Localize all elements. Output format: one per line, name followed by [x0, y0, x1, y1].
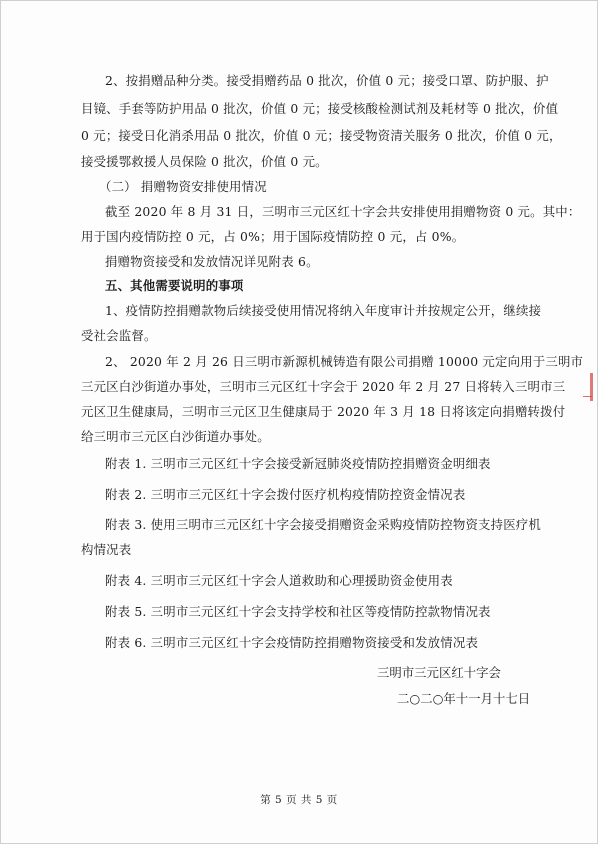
attachment-item-continuation: 构情况表	[81, 542, 132, 557]
paragraph-line: 给三明市三元区白沙街道办事处。	[81, 429, 270, 444]
attachment-item: 附表 1. 三明市三元区红十字会接受新冠肺炎疫情防控捐赠资金明细表	[105, 456, 491, 471]
section-subheading: （二） 捐赠物资安排使用情况	[99, 179, 267, 194]
section-heading: 五、其他需要说明的事项	[105, 278, 244, 293]
attachment-item: 附表 3. 使用三明市三元区红十字会接受捐赠资金采购疫情防控物资支持医疗机	[105, 517, 541, 532]
paragraph-line: 受社会监督。	[81, 328, 157, 343]
page-footer: 第 5 页 共 5 页	[260, 794, 338, 806]
attachment-item: 附表 5. 三明市三元区红十字会支持学校和社区等疫情防控款物情况表	[105, 604, 491, 619]
attachment-item: 附表 2. 三明市三元区红十字会拨付医疗机构疫情防控资金情况表	[105, 487, 466, 502]
paragraph-line: 三元区白沙街道办事处，三明市三元区红十字会于 2020 年 2 月 27 日将转入三明市三	[81, 379, 566, 394]
paragraph-line: 1、疫情防控捐赠款物后续接受使用情况将纳入年度审计并按规定公开，继续接	[105, 303, 542, 318]
paragraph-line: 捐赠物资接受和发放情况详见附表 6。	[105, 254, 319, 269]
paragraph-line: 截至 2020 年 8 月 31 日，三明市三元区红十字会共安排使用捐赠物资 0 元。其中：	[105, 204, 581, 219]
paragraph-line: 0 元；接受日化消杀用品 0 批次，价值 0 元；接受物资清关服务 0 批次，价值 0 元，	[81, 128, 562, 143]
attachment-item: 附表 4. 三明市三元区红十字会人道救助和心理援助资金使用表	[105, 573, 453, 588]
attachment-item: 附表 6. 三明市三元区红十字会疫情防控捐赠物资接受和发放情况表	[105, 635, 479, 650]
paragraph-line: 元区卫生健康局，三明市三元区卫生健康局于 2020 年 3 月 18 日将该定向捐赠转拨付	[81, 404, 566, 419]
signature-date: 二○二○年十一月十七日	[397, 691, 531, 706]
paragraph-line: 接受援鄂救援人员保险 0 批次，价值 0 元。	[81, 154, 328, 169]
signature-organization: 三明市三元区红十字会	[377, 665, 501, 680]
paragraph-line: 用于国内疫情防控 0 元，占 0%；用于国际疫情防控 0 元，占 0%。	[81, 229, 465, 244]
paragraph-line: 目镜、手套等防护用品 0 批次，价值 0 元；接受核酸检测试剂及耗材等 0 批次，价值	[81, 101, 559, 116]
paragraph-line: 2、按捐赠品种分类。接受捐赠药品 0 批次，价值 0 元；接受口罩、防护服、护	[105, 73, 549, 88]
paragraph-line: 2、 2020 年 2 月 26 日三明市新源机械铸造有限公司捐赠 10000 元定向用于三明市	[105, 354, 584, 369]
seal-edge-tick	[583, 396, 592, 403]
